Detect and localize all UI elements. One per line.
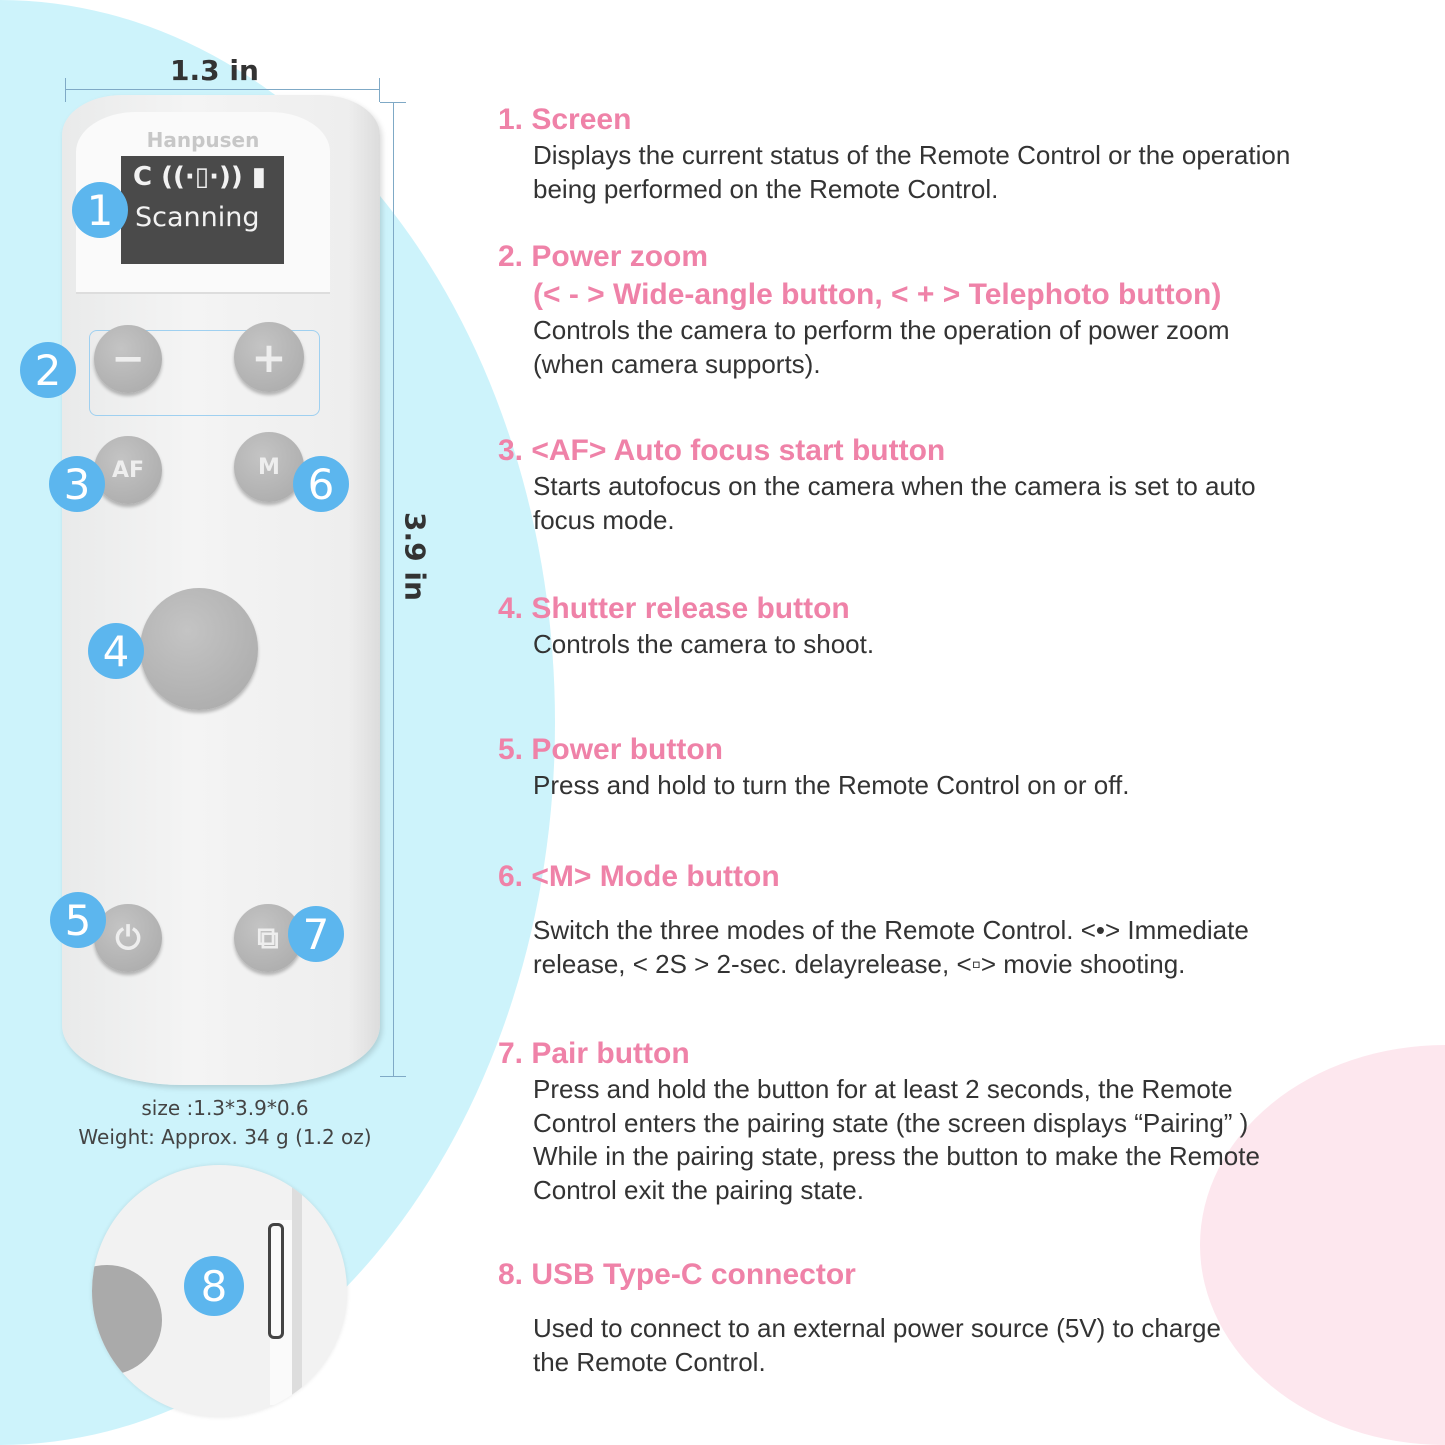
height-label: 3.9 in: [398, 512, 432, 601]
dimension-tick: [380, 102, 406, 103]
device-side-edge: [292, 1165, 302, 1417]
mode-button[interactable]: M: [234, 432, 304, 502]
feature-power-zoom: [498, 238, 1428, 381]
feature-desc: Press and hold to turn the Remote Control on or off.: [533, 770, 1130, 800]
marker-7: 7: [288, 906, 344, 962]
dimension-tick: [65, 78, 66, 102]
feature-desc: Controls the camera to shoot.: [533, 629, 875, 659]
weight-caption: Weight: Approx. 34 g (1.2 oz): [78, 1125, 372, 1149]
usb-c-port: [268, 1223, 284, 1339]
feature-desc: Used to connect to an external power source (5V) to charge: [533, 1313, 1221, 1343]
feature-desc: focus mode.: [533, 504, 675, 535]
marker-3: 3: [49, 456, 105, 512]
brand-logo: Hanpusen: [146, 128, 260, 152]
feature-desc: Control enters the pairing state (the screen displays “Pairing” ): [533, 1107, 1249, 1138]
marker-2: 2: [20, 342, 76, 398]
size-caption: size :1.3*3.9*0.6: [141, 1096, 309, 1120]
width-dimension-line: [65, 89, 380, 90]
feature-desc: Control exit the pairing state.: [533, 1174, 864, 1205]
feature-desc: being performed on the Remote Control.: [533, 173, 999, 204]
feature-subtitle: (< - > Wide-angle button, < + > Telephoto button): [533, 278, 1222, 311]
screen-status-icons: C ((·▯·)) ▮: [133, 162, 267, 192]
feature-shutter: [498, 590, 1428, 662]
marker-6: 6: [293, 456, 349, 512]
dimension-tick: [379, 78, 380, 102]
power-button[interactable]: ⏻: [94, 904, 162, 972]
feature-power: [498, 731, 1428, 803]
feature-mode: [498, 858, 1428, 981]
marker-5: 5: [50, 892, 106, 948]
wide-angle-button[interactable]: −: [94, 325, 162, 393]
feature-pair: [498, 1035, 1428, 1207]
feature-screen: [498, 101, 1428, 206]
feature-title: 6. <M> Mode button: [498, 860, 780, 893]
marker-4: 4: [88, 623, 144, 679]
feature-title: 7. Pair button: [498, 1037, 690, 1070]
shutter-button[interactable]: [140, 588, 258, 710]
feature-title: 8. USB Type-C connector: [498, 1258, 856, 1291]
feature-desc: the Remote Control.: [533, 1346, 766, 1377]
feature-desc: Switch the three modes of the Remote Control. <•> Immediate: [533, 915, 1249, 945]
feature-title: 5. Power button: [498, 733, 723, 766]
marker-8: 8: [184, 1256, 244, 1316]
feature-title: 1. Screen: [498, 103, 632, 136]
marker-1: 1: [72, 182, 128, 238]
feature-desc: Starts autofocus on the camera when the camera is set to auto: [533, 471, 1256, 501]
feature-desc: Displays the current status of the Remote Control or the operation: [533, 140, 1291, 170]
feature-desc: (when camera supports).: [533, 348, 821, 379]
height-dimension-line: [393, 102, 394, 1077]
feature-desc: While in the pairing state, press the button to make the Remote: [533, 1141, 1260, 1171]
screen-status-text: Scanning: [135, 202, 260, 233]
width-label: 1.3 in: [170, 54, 259, 87]
af-button[interactable]: AF: [94, 436, 162, 504]
feature-title: 3. <AF> Auto focus start button: [498, 434, 946, 467]
button-edge: [92, 1265, 162, 1375]
feature-usb: [498, 1256, 1428, 1379]
feature-desc: Press and hold the button for at least 2 seconds, the Remote: [533, 1074, 1233, 1104]
feature-desc: release, < 2S > 2-sec. delayrelease, <▫> movie shooting.: [533, 948, 1186, 979]
telephoto-button[interactable]: +: [234, 322, 304, 392]
feature-af: [498, 432, 1428, 537]
feature-desc: Controls the camera to perform the operation of power zoom: [533, 315, 1230, 345]
dimension-tick: [380, 1076, 406, 1077]
feature-title: 2. Power zoom: [498, 240, 709, 273]
device-screen: [121, 156, 284, 264]
feature-title: 4. Shutter release button: [498, 592, 850, 625]
pair-button[interactable]: ⧉: [234, 904, 302, 972]
